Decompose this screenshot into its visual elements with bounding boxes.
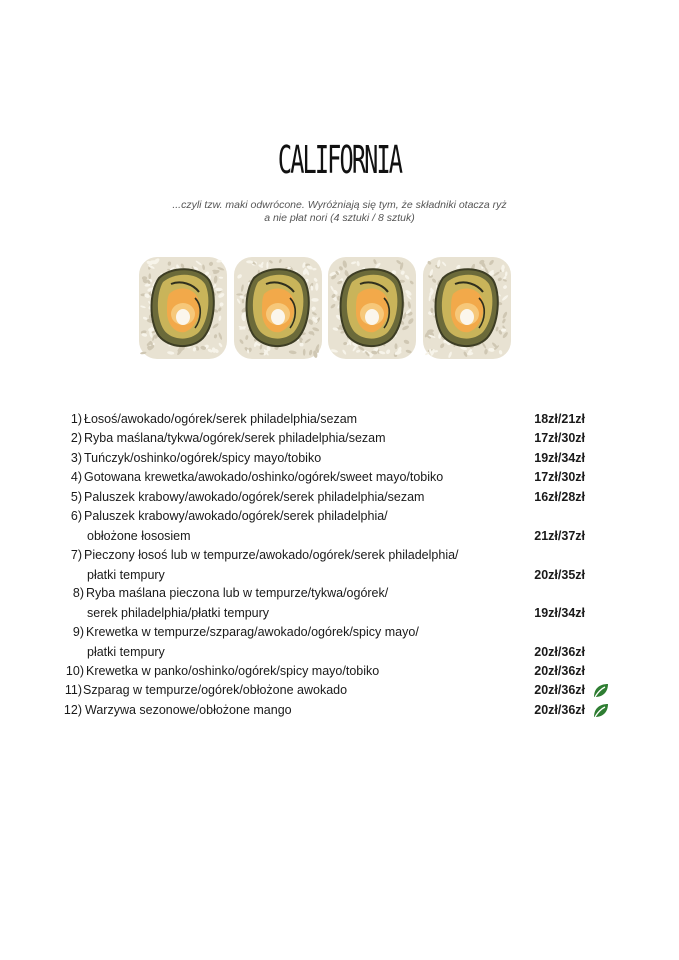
item-number: 7) [70,548,82,562]
item-name: Warzywa sezonowe/obłożone mango [85,703,292,717]
california-roll-image [137,254,513,362]
menu-item [0,664,679,684]
item-number: 11) [64,683,82,697]
sushi-roll-1 [137,254,229,362]
item-price: 19zł/34zł [534,451,585,465]
subtitle-line-1: ...czyli tzw. maki odwrócone. Wyróżniają się tym, że składniki otacza ryż [172,199,507,211]
item-name: Łosoś/awokado/ogórek/serek philadelphia/sezam [84,412,358,426]
item-price: 18zł/21zł [534,412,585,426]
item-price: 16zł/28zł [534,490,585,504]
item-price: 20zł/35zł [534,568,585,582]
item-name: Gotowana krewetka/awokado/oshinko/ogórek/sweet mayo/tobiko [84,470,444,484]
item-name-continued: serek philadelphia/płatki tempury [87,606,270,620]
subtitle-line-2: a nie płat nori (4 sztuki / 8 sztuk) [264,212,415,224]
sushi-roll-4 [421,254,513,362]
item-name: Szparag w tempurze/ogórek/obłożone awokado [83,683,348,697]
menu-item [0,490,679,510]
menu-item [0,451,679,471]
sushi-roll-2 [232,254,324,362]
item-price: 17zł/30zł [534,431,585,445]
menu-item [0,470,679,490]
menu-item [0,431,679,451]
item-name-continued: obłożone łososiem [87,529,191,543]
leaf-icon [592,683,609,699]
item-number: 2) [70,431,82,445]
item-name: Krewetka w panko/oshinko/ogórek/spicy mayo/tobiko [86,664,380,678]
menu-item [0,509,679,549]
item-price: 21zł/37zł [534,529,585,543]
item-price: 20zł/36zł [534,683,585,697]
item-price: 17zł/30zł [534,470,585,484]
sushi-roll-3 [326,254,418,362]
item-number: 3) [70,451,82,465]
menu-item [0,548,679,588]
menu-item [0,586,679,626]
item-price: 20zł/36zł [534,703,585,717]
item-price: 20zł/36zł [534,664,585,678]
item-price: 20zł/36zł [534,645,585,659]
menu-item [0,412,679,432]
item-number: 10) [65,664,84,678]
item-number: 9) [72,625,84,639]
item-name: Ryba maślana pieczona lub w tempurze/tykwa/ogórek/ [86,586,389,600]
item-name: Paluszek krabowy/awokado/ogórek/serek philadelphia/ [84,509,388,523]
menu-item [0,625,679,665]
item-number: 8) [72,586,84,600]
item-name: Tuńczyk/oshinko/ogórek/spicy mayo/tobiko [84,451,322,465]
item-number: 1) [70,412,82,426]
page-title: CALIFORNIA [277,138,402,182]
item-name: Paluszek krabowy/awokado/ogórek/serek philadelphia/sezam [84,490,425,504]
item-price: 19zł/34zł [534,606,585,620]
item-number: 12) [63,703,82,717]
leaf-icon [592,703,609,719]
item-number: 4) [70,470,82,484]
item-name: Ryba maślana/tykwa/ogórek/serek philadelphia/sezam [84,431,386,445]
item-number: 5) [70,490,82,504]
item-name: Krewetka w tempurze/szparag/awokado/ogórek/spicy mayo/ [86,625,419,639]
menu-item [0,703,679,723]
subtitle [0,199,679,225]
item-name-continued: płatki tempury [87,645,165,659]
item-number: 6) [70,509,82,523]
item-name-continued: płatki tempury [87,568,165,582]
item-name: Pieczony łosoś lub w tempurze/awokado/ogórek/serek philadelphia/ [84,548,459,562]
menu-item [0,683,679,703]
